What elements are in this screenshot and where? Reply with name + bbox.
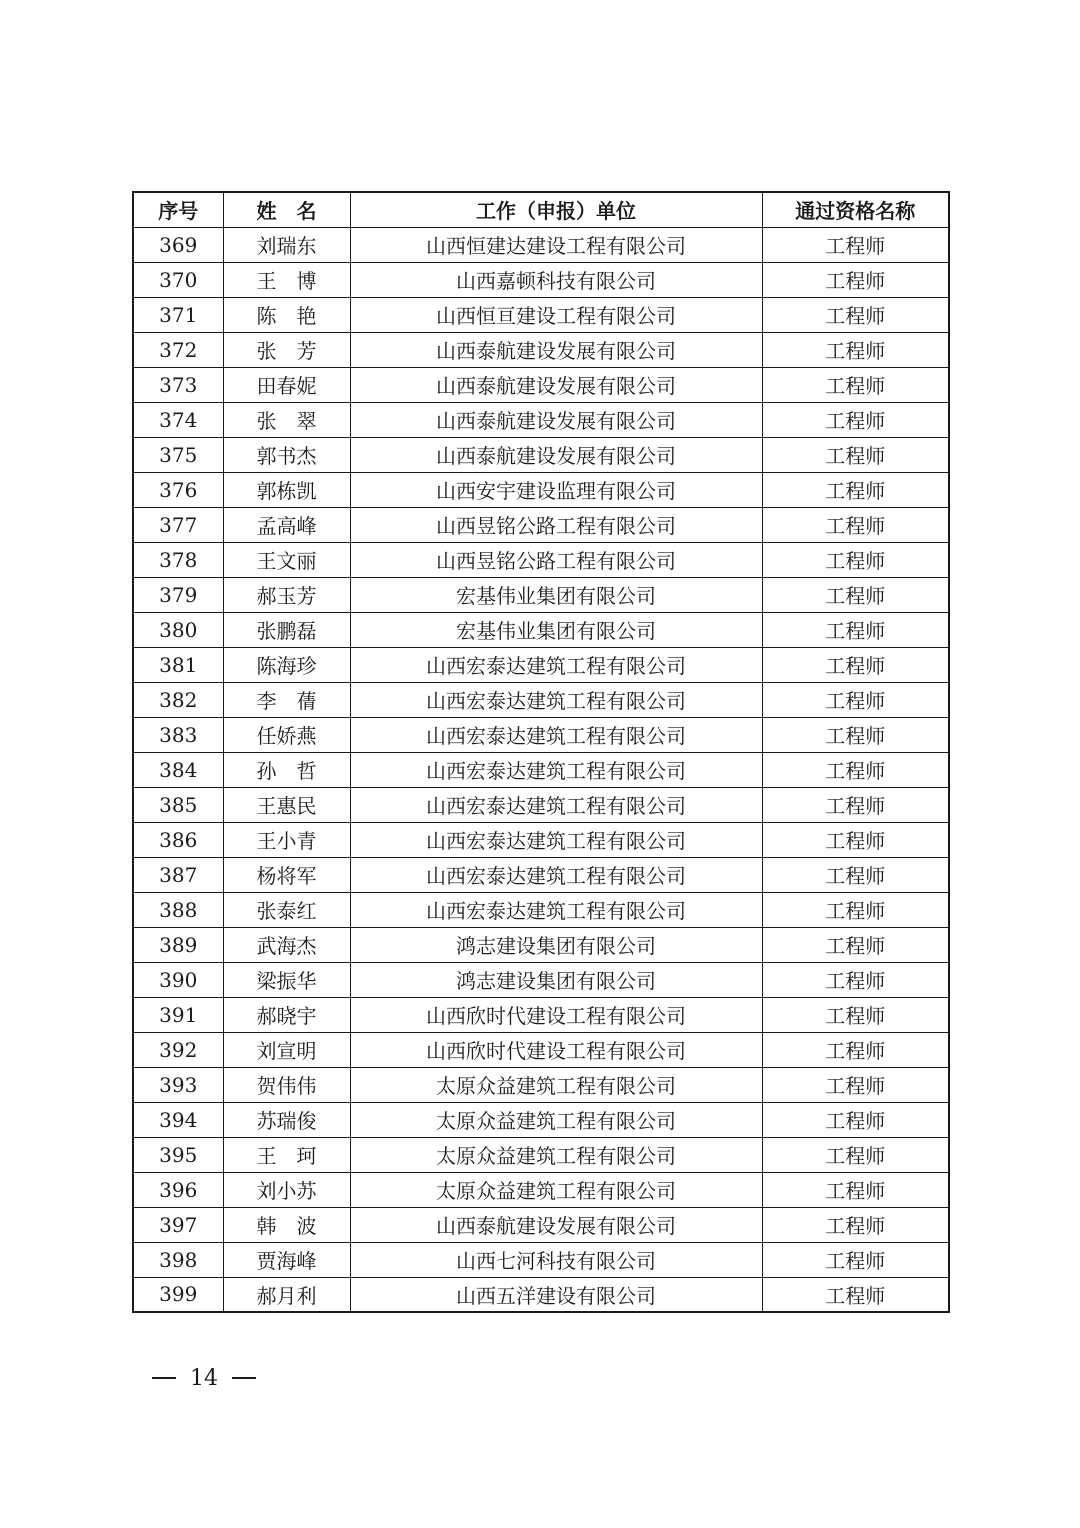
cell-name: 刘宣明	[223, 1032, 350, 1067]
cell-serial-number: 384	[133, 752, 223, 787]
cell-work-unit: 山西七河科技有限公司	[350, 1242, 762, 1277]
cell-serial-number: 378	[133, 542, 223, 577]
cell-work-unit: 山西五洋建设有限公司	[350, 1277, 762, 1312]
cell-work-unit: 宏基伟业集团有限公司	[350, 577, 762, 612]
cell-qualification: 工程师	[762, 367, 949, 402]
cell-serial-number: 399	[133, 1277, 223, 1312]
cell-qualification: 工程师	[762, 822, 949, 857]
cell-name: 王 博	[223, 262, 350, 297]
table-row	[133, 1242, 949, 1277]
cell-qualification: 工程师	[762, 332, 949, 367]
header-work-unit: 工作（申报）单位	[350, 192, 762, 227]
cell-qualification: 工程师	[762, 682, 949, 717]
cell-qualification: 工程师	[762, 437, 949, 472]
table-body	[133, 227, 949, 1312]
cell-name: 刘小苏	[223, 1172, 350, 1207]
cell-work-unit: 山西宏泰达建筑工程有限公司	[350, 647, 762, 682]
cell-serial-number: 390	[133, 962, 223, 997]
cell-qualification: 工程师	[762, 752, 949, 787]
cell-qualification: 工程师	[762, 1067, 949, 1102]
cell-name: 郝玉芳	[223, 577, 350, 612]
cell-serial-number: 387	[133, 857, 223, 892]
header-qualification: 通过资格名称	[762, 192, 949, 227]
cell-serial-number: 398	[133, 1242, 223, 1277]
cell-qualification: 工程师	[762, 1172, 949, 1207]
cell-serial-number: 372	[133, 332, 223, 367]
cell-name: 陈 艳	[223, 297, 350, 332]
cell-work-unit: 山西宏泰达建筑工程有限公司	[350, 717, 762, 752]
cell-qualification: 工程师	[762, 997, 949, 1032]
table-row	[133, 927, 949, 962]
cell-work-unit: 太原众益建筑工程有限公司	[350, 1067, 762, 1102]
cell-serial-number: 369	[133, 227, 223, 262]
cell-name: 陈海珍	[223, 647, 350, 682]
cell-work-unit: 山西泰航建设发展有限公司	[350, 332, 762, 367]
table-row	[133, 402, 949, 437]
cell-qualification: 工程师	[762, 927, 949, 962]
cell-work-unit: 山西恒建达建设工程有限公司	[350, 227, 762, 262]
header-serial-number: 序号	[133, 192, 223, 227]
cell-serial-number: 388	[133, 892, 223, 927]
cell-qualification: 工程师	[762, 1277, 949, 1312]
cell-work-unit: 山西泰航建设发展有限公司	[350, 1207, 762, 1242]
cell-name: 梁振华	[223, 962, 350, 997]
cell-serial-number: 397	[133, 1207, 223, 1242]
cell-qualification: 工程师	[762, 647, 949, 682]
cell-serial-number: 373	[133, 367, 223, 402]
cell-name: 张鹏磊	[223, 612, 350, 647]
cell-work-unit: 山西宏泰达建筑工程有限公司	[350, 892, 762, 927]
table-row	[133, 1067, 949, 1102]
cell-name: 苏瑞俊	[223, 1102, 350, 1137]
cell-name: 郝月利	[223, 1277, 350, 1312]
cell-work-unit: 山西泰航建设发展有限公司	[350, 437, 762, 472]
cell-name: 刘瑞东	[223, 227, 350, 262]
table-row	[133, 682, 949, 717]
table-row	[133, 472, 949, 507]
table-row	[133, 717, 949, 752]
cell-name: 杨将军	[223, 857, 350, 892]
table-row	[133, 1137, 949, 1172]
cell-serial-number: 385	[133, 787, 223, 822]
cell-serial-number: 395	[133, 1137, 223, 1172]
cell-serial-number: 377	[133, 507, 223, 542]
cell-name: 田春妮	[223, 367, 350, 402]
cell-name: 王小青	[223, 822, 350, 857]
cell-qualification: 工程师	[762, 1032, 949, 1067]
table-row	[133, 857, 949, 892]
cell-name: 张 翠	[223, 402, 350, 437]
cell-work-unit: 山西恒亘建设工程有限公司	[350, 297, 762, 332]
cell-qualification: 工程师	[762, 717, 949, 752]
cell-name: 王 珂	[223, 1137, 350, 1172]
table-row	[133, 962, 949, 997]
cell-work-unit: 山西宏泰达建筑工程有限公司	[350, 682, 762, 717]
cell-qualification: 工程师	[762, 472, 949, 507]
page-number: 14	[190, 1365, 218, 1391]
header-row	[133, 192, 949, 227]
cell-serial-number: 389	[133, 927, 223, 962]
cell-qualification: 工程师	[762, 1137, 949, 1172]
cell-qualification: 工程师	[762, 402, 949, 437]
cell-qualification: 工程师	[762, 857, 949, 892]
table-row	[133, 507, 949, 542]
cell-name: 郝晓宇	[223, 997, 350, 1032]
cell-work-unit: 宏基伟业集团有限公司	[350, 612, 762, 647]
cell-name: 李 蒨	[223, 682, 350, 717]
cell-work-unit: 山西欣时代建设工程有限公司	[350, 1032, 762, 1067]
cell-name: 贺伟伟	[223, 1067, 350, 1102]
cell-serial-number: 381	[133, 647, 223, 682]
footer-dash-left	[152, 1377, 176, 1379]
cell-qualification: 工程师	[762, 1242, 949, 1277]
cell-name: 郭栋凯	[223, 472, 350, 507]
cell-qualification: 工程师	[762, 612, 949, 647]
header-name: 姓 名	[223, 192, 350, 227]
cell-qualification: 工程师	[762, 297, 949, 332]
cell-work-unit: 山西昱铭公路工程有限公司	[350, 542, 762, 577]
cell-qualification: 工程师	[762, 787, 949, 822]
cell-work-unit: 山西嘉顿科技有限公司	[350, 262, 762, 297]
cell-work-unit: 太原众益建筑工程有限公司	[350, 1102, 762, 1137]
cell-serial-number: 382	[133, 682, 223, 717]
cell-name: 张泰红	[223, 892, 350, 927]
cell-serial-number: 391	[133, 997, 223, 1032]
cell-qualification: 工程师	[762, 892, 949, 927]
cell-qualification: 工程师	[762, 542, 949, 577]
cell-work-unit: 山西泰航建设发展有限公司	[350, 367, 762, 402]
cell-name: 王惠民	[223, 787, 350, 822]
cell-serial-number: 370	[133, 262, 223, 297]
table-row	[133, 647, 949, 682]
table-header	[133, 192, 949, 227]
cell-serial-number: 394	[133, 1102, 223, 1137]
cell-serial-number: 386	[133, 822, 223, 857]
cell-name: 武海杰	[223, 927, 350, 962]
cell-qualification: 工程师	[762, 227, 949, 262]
cell-serial-number: 380	[133, 612, 223, 647]
cell-name: 韩 波	[223, 1207, 350, 1242]
cell-name: 郭书杰	[223, 437, 350, 472]
cell-work-unit: 山西宏泰达建筑工程有限公司	[350, 752, 762, 787]
table-row	[133, 227, 949, 262]
table-row	[133, 437, 949, 472]
cell-work-unit: 鸿志建设集团有限公司	[350, 962, 762, 997]
table-row	[133, 297, 949, 332]
cell-name: 王文丽	[223, 542, 350, 577]
cell-work-unit: 山西安宇建设监理有限公司	[350, 472, 762, 507]
cell-work-unit: 山西泰航建设发展有限公司	[350, 402, 762, 437]
cell-qualification: 工程师	[762, 1207, 949, 1242]
cell-qualification: 工程师	[762, 962, 949, 997]
cell-qualification: 工程师	[762, 262, 949, 297]
cell-serial-number: 375	[133, 437, 223, 472]
table-row	[133, 1172, 949, 1207]
cell-serial-number: 396	[133, 1172, 223, 1207]
table-row	[133, 822, 949, 857]
table-row	[133, 1102, 949, 1137]
cell-qualification: 工程师	[762, 507, 949, 542]
table-row	[133, 577, 949, 612]
cell-name: 任娇燕	[223, 717, 350, 752]
cell-serial-number: 371	[133, 297, 223, 332]
cell-serial-number: 393	[133, 1067, 223, 1102]
footer-dash-right	[232, 1377, 256, 1379]
cell-qualification: 工程师	[762, 1102, 949, 1137]
cell-name: 孙 哲	[223, 752, 350, 787]
cell-work-unit: 山西宏泰达建筑工程有限公司	[350, 787, 762, 822]
table-row	[133, 892, 949, 927]
table-row	[133, 1277, 949, 1312]
table-row	[133, 1207, 949, 1242]
cell-serial-number: 376	[133, 472, 223, 507]
cell-work-unit: 山西宏泰达建筑工程有限公司	[350, 822, 762, 857]
cell-serial-number: 383	[133, 717, 223, 752]
cell-name: 孟高峰	[223, 507, 350, 542]
cell-work-unit: 太原众益建筑工程有限公司	[350, 1137, 762, 1172]
table-row	[133, 262, 949, 297]
table-row	[133, 332, 949, 367]
table-row	[133, 997, 949, 1032]
table-row	[133, 367, 949, 402]
cell-serial-number: 392	[133, 1032, 223, 1067]
table-row	[133, 1032, 949, 1067]
cell-name: 张 芳	[223, 332, 350, 367]
cell-work-unit: 山西昱铭公路工程有限公司	[350, 507, 762, 542]
table-row	[133, 542, 949, 577]
cell-qualification: 工程师	[762, 577, 949, 612]
cell-work-unit: 太原众益建筑工程有限公司	[350, 1172, 762, 1207]
cell-work-unit: 山西宏泰达建筑工程有限公司	[350, 857, 762, 892]
cell-serial-number: 374	[133, 402, 223, 437]
page-footer	[152, 1363, 256, 1393]
cell-work-unit: 山西欣时代建设工程有限公司	[350, 997, 762, 1032]
table-row	[133, 787, 949, 822]
table-row	[133, 612, 949, 647]
cell-work-unit: 鸿志建设集团有限公司	[350, 927, 762, 962]
cell-name: 贾海峰	[223, 1242, 350, 1277]
table-row	[133, 752, 949, 787]
roster-table	[132, 191, 950, 1313]
cell-serial-number: 379	[133, 577, 223, 612]
